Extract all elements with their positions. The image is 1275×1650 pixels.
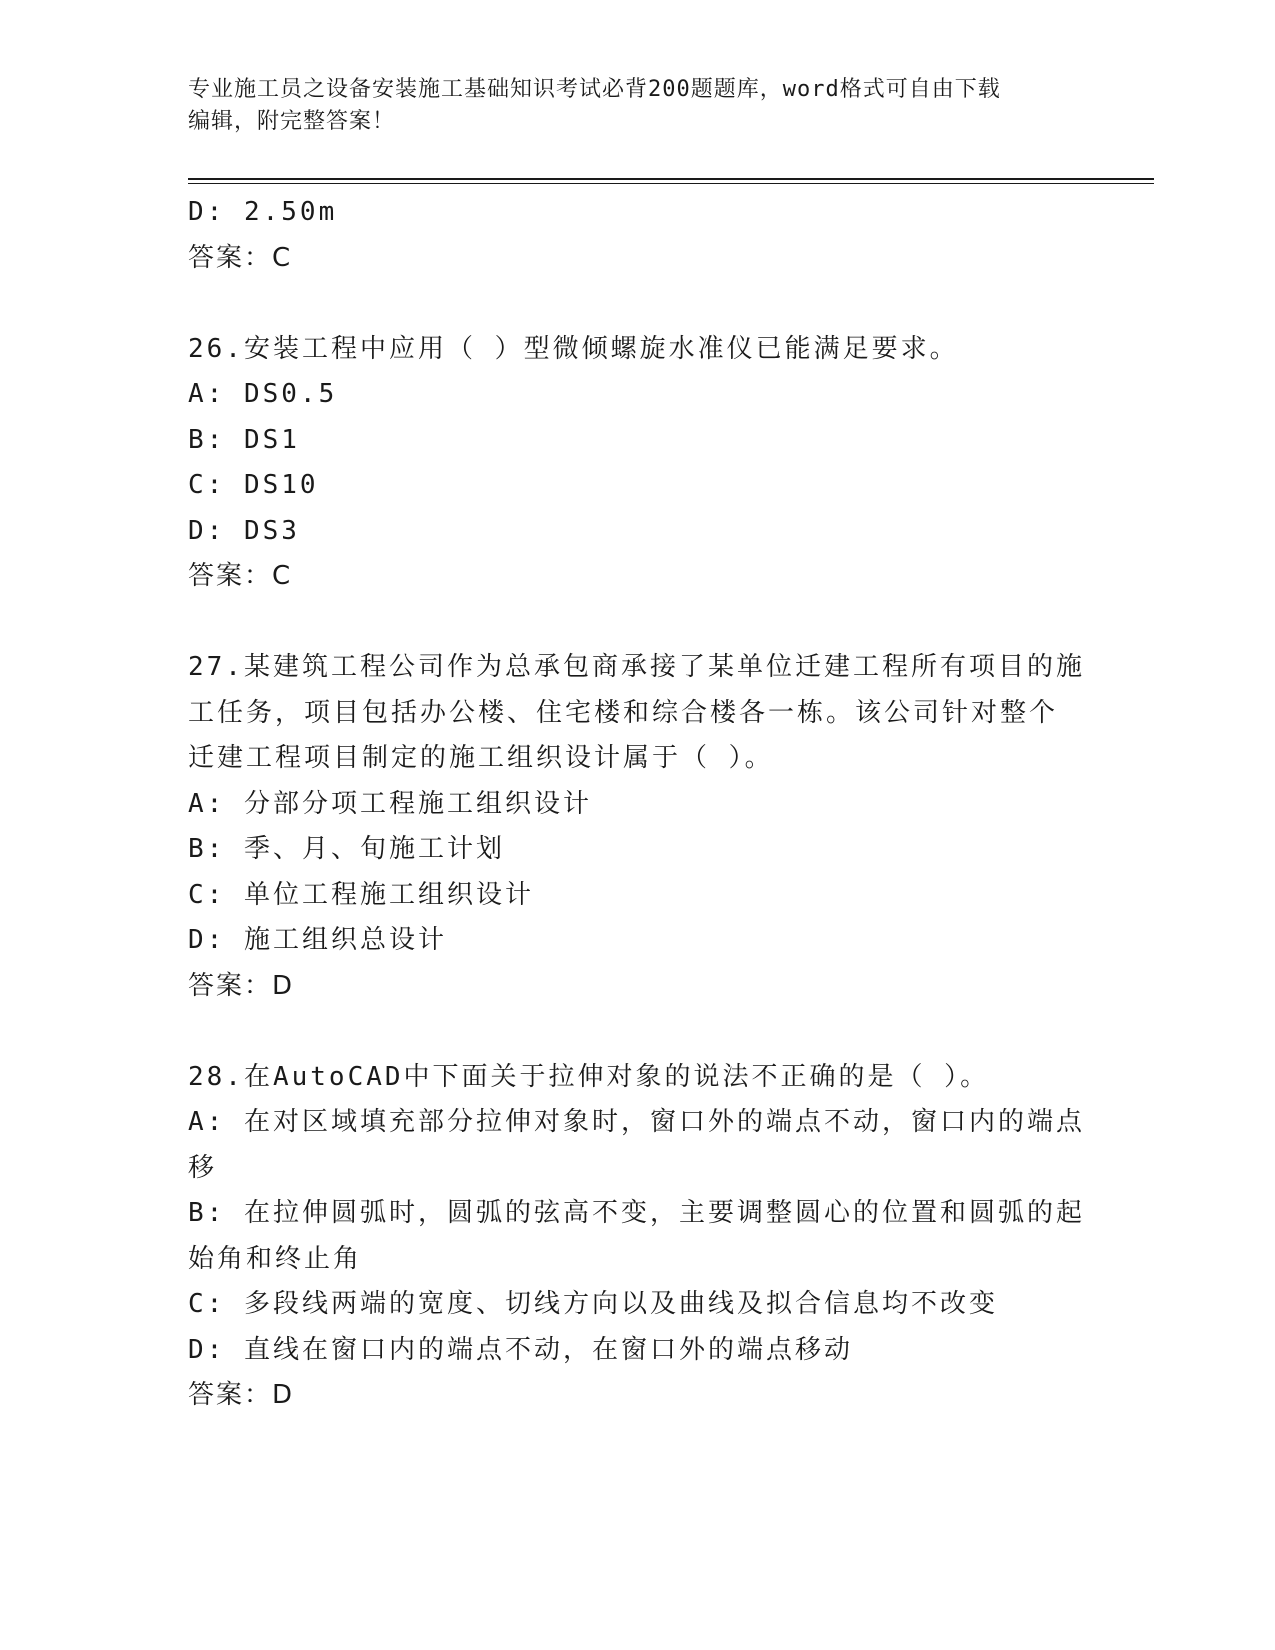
header-divider-thin xyxy=(188,183,1154,184)
option-b-line-2: 始角和终止角 xyxy=(188,1243,363,1274)
option-c: C: 单位工程施工组织设计 xyxy=(188,879,534,910)
answer-line: 答案：C xyxy=(188,242,293,273)
spacer xyxy=(188,600,1088,646)
header-divider-thick xyxy=(188,178,1154,180)
question-stem-line-2: 工任务，项目包括办公楼、住宅楼和综合楼各一栋。该公司针对整个 xyxy=(188,697,1059,728)
question-stem: 28.在AutoCAD中下面关于拉伸对象的说法不正确的是（ ）。 xyxy=(188,1061,990,1092)
header-title-line-2: 编辑，附完整答案！ xyxy=(188,109,396,134)
question-list xyxy=(188,190,1088,1419)
page-header xyxy=(188,74,1088,138)
option-d: D: 直线在窗口内的端点不动，在窗口外的端点移动 xyxy=(188,1334,853,1365)
spacer xyxy=(188,281,1088,327)
option-d: D: DS3 xyxy=(188,515,300,546)
option-d: D: 施工组织总设计 xyxy=(188,925,447,955)
question-stem-line-1: 27.某建筑工程公司作为总承包商承接了某单位迁建工程所有项目的施 xyxy=(188,652,1085,682)
question-stem-line-3: 迁建工程项目制定的施工组织设计属于（ ）。 xyxy=(188,743,774,773)
option-b-line-1: B: 在拉伸圆弧时，圆弧的弦高不变，主要调整圆心的位置和圆弧的起 xyxy=(188,1198,1085,1228)
option-a-line-1: A: 在对区域填充部分拉伸对象时，窗口外的端点不动，窗口内的端点 xyxy=(188,1107,1085,1137)
option-d: D: 2.50m xyxy=(188,197,338,227)
option-a: A: DS0.5 xyxy=(188,379,338,409)
header-title-line-1: 专业施工员之设备安装施工基础知识考试必背200题题库，word格式可自由下载 xyxy=(188,77,1001,102)
option-c: C: 多段线两端的宽度、切线方向以及曲线及拟合信息均不改变 xyxy=(188,1289,998,1319)
option-b: B: DS1 xyxy=(188,424,300,455)
answer-line: 答案：D xyxy=(188,970,295,1001)
option-c: C: DS10 xyxy=(188,470,319,500)
question-27 xyxy=(188,645,1088,1009)
question-28 xyxy=(188,1055,1088,1419)
option-a: A: 分部分项工程施工组织设计 xyxy=(188,788,592,819)
answer-line: 答案：D xyxy=(188,1380,295,1410)
option-a-line-2: 移 xyxy=(188,1152,218,1183)
option-b: B: 季、月、旬施工计划 xyxy=(188,834,505,864)
question-25-tail xyxy=(188,190,1088,281)
question-26 xyxy=(188,327,1088,600)
spacer xyxy=(188,1009,1088,1055)
question-stem: 26.安装工程中应用（ ）型微倾螺旋水准仪已能满足要求。 xyxy=(188,333,959,364)
answer-line: 答案：C xyxy=(188,561,293,591)
